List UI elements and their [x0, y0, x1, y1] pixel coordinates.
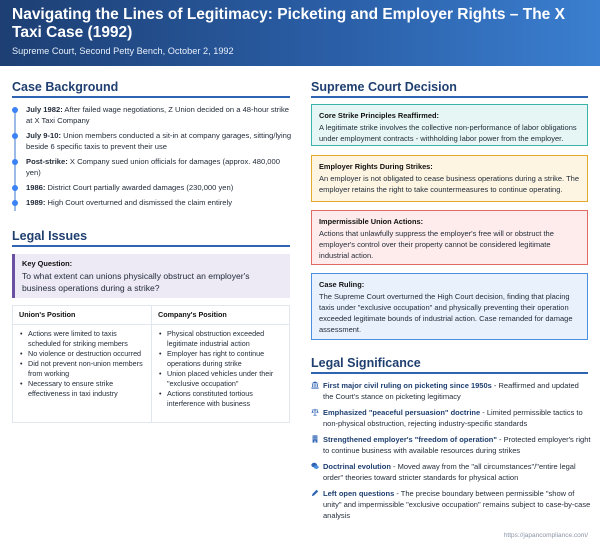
case-background-rule — [12, 96, 290, 98]
legal-issues-heading: Legal Issues — [12, 229, 88, 243]
timeline-dot — [12, 185, 18, 191]
core-principles-card — [311, 104, 588, 146]
timeline-text: Union members conducted a sit-in at company garages, sitting/lying beside 6 specific taxis to prevent their use — [26, 131, 292, 151]
key-question-label: Key Question: — [22, 259, 73, 268]
significance-head: Doctrinal evolution — [323, 462, 391, 471]
legal-issues-rule — [12, 245, 290, 247]
significance-item — [311, 488, 591, 521]
significance-item — [311, 434, 591, 456]
significance-head: Left open questions — [323, 489, 395, 498]
significance-item — [311, 407, 591, 429]
card-text: A legitimate strike involves the collective non-performance of labor obligations under employment contracts - withholding labor power from the employer. — [319, 123, 577, 143]
significance-text: - Limited permissible tactics to non-physical obstruction, rejecting industry-specific standards — [323, 408, 583, 428]
card-title: Case Ruling: — [319, 280, 365, 289]
case-background-heading: Case Background — [12, 80, 119, 94]
card-title: Impermissible Union Actions: — [319, 217, 424, 226]
significance-rule — [311, 372, 588, 374]
significance-item — [311, 380, 591, 402]
timeline-date: Post-strike: — [26, 157, 68, 166]
timeline-item — [12, 156, 292, 178]
key-question-box — [12, 254, 290, 298]
union-point: • Necessary to ensure strike effectiveness in taxi industry — [19, 379, 145, 399]
page-subtitle: Supreme Court, Second Petty Bench, October 2, 1992 — [12, 46, 234, 56]
company-point: • Employer has right to continue operations during strike — [158, 349, 283, 369]
decision-heading: Supreme Court Decision — [311, 80, 457, 94]
card-title: Core Strike Principles Reaffirmed: — [319, 111, 439, 120]
significance-heading: Legal Significance — [311, 356, 421, 370]
significance-text: - Reaffirmed and updated the Court's stance on picketing legitimacy — [323, 381, 579, 401]
case-ruling-card — [311, 273, 588, 340]
significance-head: First major civil ruling on picketing since 1950s — [323, 381, 492, 390]
company-position-column — [151, 306, 289, 422]
significance-head: Emphasized "peaceful persuasion" doctrine — [323, 408, 481, 417]
timeline-text: High Court overturned and dismissed the claim entirely — [45, 198, 232, 207]
company-point: • Physical obstruction exceeded legitimate industrial action — [158, 329, 283, 349]
page-title: Navigating the Lines of Legitimacy: Picketing and Employer Rights – The X Taxi Case (1992) — [12, 6, 565, 41]
significance-item — [311, 461, 591, 483]
card-title: Employer Rights During Strikes: — [319, 162, 433, 171]
significance-list — [311, 380, 591, 526]
timeline-item — [12, 104, 292, 126]
key-question-text: To what extent can unions physically obstruct an employer's business operations during a strike? — [22, 271, 250, 293]
company-position-heading: Company's Position — [152, 310, 289, 325]
timeline-date: 1989: — [26, 198, 46, 207]
pen-icon — [311, 489, 319, 497]
timeline-dot — [12, 133, 18, 139]
significance-head: Strengthened employer's "freedom of operation" — [323, 435, 497, 444]
timeline-date: 1986: — [26, 183, 46, 192]
timeline-item — [12, 182, 292, 193]
timeline-dot — [12, 159, 18, 165]
landmark-icon — [311, 381, 319, 389]
timeline-date: July 1982: — [26, 105, 63, 114]
timeline-item — [12, 130, 292, 152]
footer-url: https://japancompliance.com/ — [503, 532, 588, 539]
timeline-dot — [12, 200, 18, 206]
union-point: • Actions were limited to taxis scheduled for striking members — [19, 329, 145, 349]
timeline-date: July 9-10: — [26, 131, 62, 140]
card-text: The Supreme Court overturned the High Court decision, finding that placing taxis under "exclusive occupation" and physically preventing their operation exceeded legitimate bounds of industrial action. Case remanded for damage assessment. — [319, 292, 573, 334]
card-text: Actions that unlawfully suppress the employer's free will or obstruct the employer's control over their property cannot be considered legitimate industrial action. — [319, 229, 554, 260]
company-point: • Union placed vehicles under their "exclusive occupation" — [158, 369, 283, 389]
impermissible-actions-card — [311, 210, 588, 265]
significance-text: - Protected employer's right to continue business with available resources during strikes — [323, 435, 591, 455]
scale-icon — [311, 408, 319, 416]
building-icon — [311, 435, 319, 443]
union-position-heading: Union's Position — [13, 310, 151, 325]
positions-table — [12, 305, 290, 423]
page-header — [0, 0, 600, 66]
decision-rule — [311, 96, 588, 98]
union-point: • No violence or destruction occurred — [19, 349, 145, 359]
timeline-item — [12, 197, 292, 208]
union-point: • Did not prevent non-union members from working — [19, 359, 145, 379]
timeline-text: X Company sued union officials for damages (approx. 480,000 yen) — [26, 157, 280, 177]
significance-text: - Moved away from the "all circumstances"/"entire legal order" theories toward stricter standards for physical action — [323, 462, 576, 482]
company-point: • Actions constituted tortious interference with business — [158, 389, 283, 409]
timeline-dot — [12, 107, 18, 113]
employer-rights-card — [311, 155, 588, 202]
case-timeline — [12, 104, 292, 212]
significance-text: - The precise boundary between permissible "show of unity" and impermissible "exclusive occupation" remains subject to case-by-case analysis — [323, 489, 591, 520]
card-text: An employer is not obligated to cease business operations during a strike. The employer retains the right to take countermeasures to continue operating. — [319, 174, 580, 194]
union-position-column — [13, 306, 151, 422]
timeline-text: After failed wage negotiations, Z Union decided on a 48-hour strike at X Taxi Company — [26, 105, 289, 125]
comments-icon — [311, 462, 319, 470]
timeline-text: District Court partially awarded damages (230,000 yen) — [45, 183, 234, 192]
